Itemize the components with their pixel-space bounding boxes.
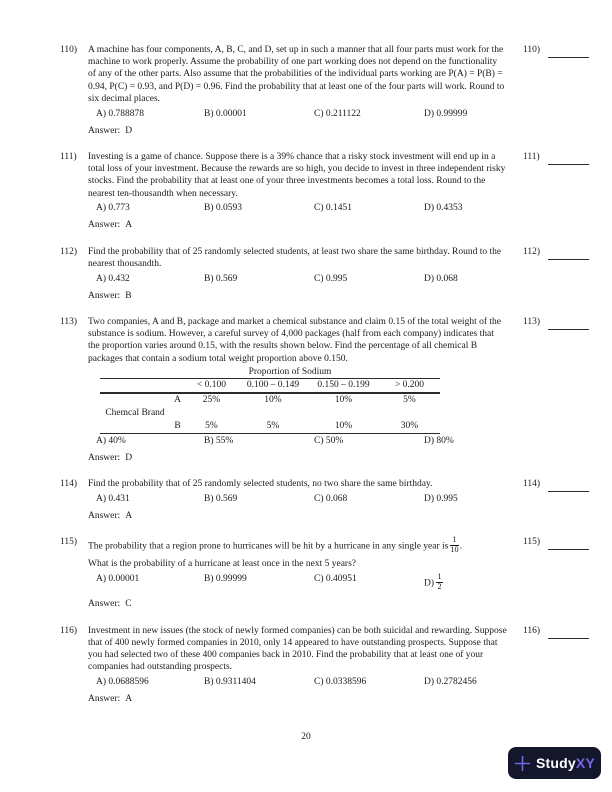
answer-margin-mark — [523, 44, 599, 137]
question-116 — [60, 625, 612, 706]
options-row — [88, 435, 507, 447]
options-row — [88, 676, 507, 688]
margin-question-number: 112) — [523, 246, 541, 257]
answer-blank — [548, 57, 589, 58]
question-112 — [60, 246, 612, 302]
studyxy-logo — [508, 747, 601, 779]
table-col-header: 0.100 – 0.149 — [238, 378, 308, 393]
margin-question-number: 115) — [523, 537, 541, 548]
table-col-header: 0.150 – 0.199 — [308, 378, 379, 393]
margin-question-number: 111) — [523, 151, 540, 162]
options-row — [88, 573, 507, 594]
question-text-part: . — [459, 541, 462, 552]
answer-margin-mark — [523, 478, 599, 522]
fraction-denominator: 2 — [437, 581, 442, 591]
option-d — [424, 573, 507, 594]
table-cell: 25% — [202, 395, 221, 406]
option-b: B) 0.569 — [204, 493, 238, 504]
option-d: D) 0.99999 — [424, 108, 468, 119]
answer-line — [88, 219, 507, 231]
options-row — [88, 202, 507, 214]
question-text-part: What is the probability of a hurricane at least once in the next 5 years? — [88, 559, 357, 569]
question-113 — [60, 316, 612, 464]
options-row — [88, 273, 507, 285]
question-text — [88, 536, 507, 570]
option-a: A) 40% — [96, 435, 126, 446]
option-b: B) 0.00001 — [204, 108, 247, 119]
question-number: 115) — [60, 537, 78, 548]
answer-label: Answer: — [88, 290, 121, 301]
option-b: B) 0.9311404 — [204, 676, 256, 687]
options-row — [88, 108, 507, 120]
option-c: C) 0.1451 — [314, 203, 352, 214]
answer-blank — [548, 259, 589, 260]
question-110 — [60, 44, 612, 137]
question-number: 116) — [60, 625, 78, 636]
fraction — [450, 536, 458, 555]
answer-line — [88, 693, 507, 705]
option-a: A) 0.00001 — [96, 573, 140, 584]
option-c: C) 0.0338596 — [314, 676, 367, 687]
answer-line — [88, 598, 507, 610]
brand-name — [536, 755, 595, 771]
sodium-table-title: Proportion of Sodium — [248, 366, 332, 377]
table-cell: 10% — [264, 395, 282, 406]
answer-margin-mark — [523, 625, 599, 706]
answer-label: Answer: — [88, 220, 121, 231]
option-c: C) 50% — [314, 435, 344, 446]
option-a: A) 0.431 — [96, 493, 130, 504]
question-111 — [60, 151, 612, 232]
answer-letter: A — [125, 694, 133, 705]
table-cell: 30% — [379, 420, 440, 434]
document-page — [60, 44, 612, 719]
question-114 — [60, 478, 612, 522]
table-cell: B — [170, 420, 185, 434]
answer-letter: D — [125, 125, 133, 136]
answer-letter: C — [125, 599, 132, 610]
question-text: Find the probability that of 25 randomly selected students, no two share the same birthday. — [88, 479, 433, 490]
fraction-numerator: 1 — [437, 571, 442, 581]
answer-line — [88, 125, 507, 137]
plus-icon — [514, 755, 531, 772]
option-c: C) 0.211122 — [314, 108, 361, 119]
brand-name-xy: XY — [575, 755, 595, 771]
answer-label: Answer: — [88, 452, 121, 463]
answer-blank — [548, 164, 589, 165]
answer-blank — [548, 329, 589, 330]
answer-letter: D — [125, 452, 133, 463]
option-d: D) 80% — [424, 435, 454, 446]
answer-blank — [548, 491, 589, 492]
table-cell: 10% — [308, 420, 379, 434]
answer-line — [88, 510, 507, 522]
answer-blank — [548, 549, 589, 550]
answer-label: Answer: — [88, 599, 121, 610]
option-a: A) 0.788878 — [96, 108, 145, 119]
option-d: D) 0.2782456 — [424, 676, 477, 687]
option-c: C) 0.995 — [314, 273, 348, 284]
question-number: 114) — [60, 479, 78, 490]
table-cell: A — [174, 395, 181, 406]
answer-margin-mark — [523, 246, 599, 302]
answer-label: Answer: — [88, 511, 121, 522]
option-a: A) 0.773 — [96, 203, 130, 214]
option-d: D) 0.4353 — [424, 203, 463, 214]
table-row-label: Chemcal Brand — [100, 393, 170, 434]
question-115 — [60, 536, 612, 610]
table-col-header: < 0.100 — [185, 378, 238, 393]
question-number: 110) — [60, 45, 78, 55]
sodium-table-container — [100, 366, 440, 434]
sodium-table — [100, 378, 440, 434]
question-text-part: The probability that a region prone to hurricanes will be hit by a hurricane in any single year is — [88, 541, 449, 552]
answer-margin-mark — [523, 536, 599, 610]
answer-letter: B — [125, 290, 132, 301]
answer-margin-mark — [523, 151, 599, 232]
answer-letter: A — [125, 220, 133, 231]
option-c: C) 0.40951 — [314, 573, 357, 584]
question-text: Find the probability that of 25 randomly selected students, at least two share the same birthday. Round to the nearest thousandth. — [88, 246, 502, 269]
answer-letter: A — [125, 511, 133, 522]
question-text: Investing is a game of chance. Suppose there is a 39% chance that a risky stock investment will end up in a total loss of your investment. Because the rewards are so high, you decide to invest in three independent risky stocks. Find the probability that at least one of your three investments becomes a total loss. Round to the nearest ten-thousandth when necessary. — [88, 151, 506, 199]
option-a: A) 0.0688596 — [96, 676, 149, 687]
brand-name-study: Study — [536, 755, 576, 771]
option-b: B) 0.569 — [204, 273, 238, 284]
margin-question-number: 116) — [523, 625, 541, 636]
table-row-a — [100, 393, 440, 407]
answer-label: Answer: — [88, 125, 121, 136]
answer-label: Answer: — [88, 694, 121, 705]
fraction-denominator: 10 — [450, 545, 459, 555]
table-cell: 10% — [334, 395, 353, 406]
option-b: B) 0.99999 — [204, 573, 247, 584]
question-number: 112) — [60, 246, 78, 257]
question-text: Two companies, A and B, package and market a chemical substance and claim 0.15 of the total weight of the substance is sodium. However, a careful survey of 4,000 packages (half from each company) indicates that the proportion varies around 0.15, with the results shown below. Find the percentage of all chemical B packages that contain a sodium total weight proportion above 0.150. — [88, 316, 501, 364]
question-number: 113) — [60, 316, 78, 327]
margin-question-number: 113) — [523, 316, 541, 327]
answer-margin-mark — [523, 316, 599, 464]
option-d: D) 0.068 — [424, 273, 458, 284]
page-number: 20 — [301, 732, 311, 742]
fraction — [436, 573, 443, 592]
table-cell: 5% — [238, 420, 308, 434]
margin-question-number: 110) — [523, 45, 541, 55]
answer-blank — [548, 638, 589, 639]
option-a: A) 0.432 — [96, 273, 130, 284]
answer-line — [88, 452, 507, 464]
option-d: D) 0.995 — [424, 493, 458, 504]
answer-line — [88, 290, 507, 302]
fraction-numerator: 1 — [450, 536, 458, 546]
option-d-label: D) — [424, 578, 435, 589]
option-b: B) 55% — [204, 435, 234, 446]
margin-question-number: 114) — [523, 479, 541, 490]
option-b: B) 0.0593 — [204, 203, 242, 214]
options-row — [88, 493, 507, 505]
question-number: 111) — [60, 151, 77, 162]
table-cell: 5% — [403, 395, 416, 406]
question-text: Investment in new issues (the stock of newly formed companies) can be both suicidal and rewarding. Suppose that of 400 newly formed companies in 2010, only 14 appeared to have outstanding prospects. Suppose that you had selected two of these 400 companies back in 2010. Find the probability that at least one of your companies had outstanding prospects. — [88, 625, 507, 673]
table-col-header: > 0.200 — [379, 378, 440, 393]
table-cell: 5% — [185, 420, 238, 434]
question-text: A machine has four components, A, B, C, and D, set up in such a manner that all four parts must work for the machine to work properly. Assume the probability of one part working does not depend on the functionality of any of the other parts. Also assume that the probabilities of the individual parts working are P(A) = P(B) = 0.94, P(C) = 0.93, and P(D) = 0.96. Find the probability that at least one of the four parts will work. Round to six decimal places. — [88, 45, 505, 104]
table-header-row — [100, 378, 440, 393]
option-c: C) 0.068 — [314, 493, 348, 504]
